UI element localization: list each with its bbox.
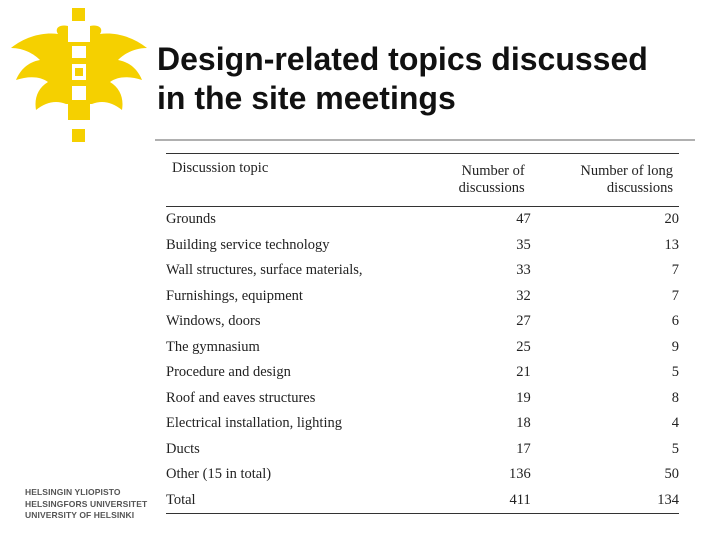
row-topic: Roof and eaves structures — [166, 389, 316, 406]
row-topic: Ducts — [166, 440, 200, 457]
row-num: 25 — [516, 338, 531, 355]
row-long: 9 — [671, 338, 679, 355]
row-num: 33 — [516, 262, 531, 279]
header-long-line2: discussions — [606, 180, 673, 196]
header-num-line1: Number of — [461, 163, 525, 179]
row-long: 4 — [671, 415, 679, 432]
table-row — [166, 335, 679, 361]
slide-title-line2: in the site meetings — [157, 80, 456, 116]
row-num: 17 — [516, 440, 531, 457]
header-long-line1: Number of long — [580, 163, 673, 179]
row-long: 5 — [671, 440, 679, 457]
row-long: 7 — [671, 262, 679, 279]
row-topic: Furnishings, equipment — [166, 287, 303, 304]
row-num: 19 — [516, 389, 531, 406]
discussion-topics-table-container — [166, 153, 679, 514]
table-row — [166, 462, 679, 488]
table-row — [166, 233, 679, 259]
university-name-english: UNIVERSITY OF HELSINKI — [25, 510, 135, 520]
row-num: 35 — [516, 236, 531, 253]
row-num: 411 — [509, 491, 531, 508]
row-topic: Procedure and design — [166, 364, 291, 381]
row-long: 6 — [671, 313, 679, 330]
table-header — [166, 154, 679, 207]
slide-title-line1: Design-related topics discussed — [157, 41, 648, 77]
table-row — [166, 386, 679, 412]
university-name — [25, 487, 147, 522]
row-num: 32 — [516, 287, 531, 304]
university-flame-logo-icon — [6, 6, 152, 148]
row-long: 7 — [671, 287, 679, 304]
row-topic: Electrical installation, lighting — [166, 415, 342, 432]
row-topic: Grounds — [166, 211, 216, 228]
row-topic: Total — [166, 491, 196, 508]
row-num: 136 — [508, 466, 531, 483]
discussion-topics-table — [166, 153, 679, 514]
table-row — [166, 207, 679, 233]
table-row — [166, 258, 679, 284]
row-topic: Other (15 in total) — [166, 466, 272, 483]
row-long: 13 — [664, 236, 679, 253]
table-header-row — [166, 154, 679, 207]
row-num: 47 — [516, 211, 531, 228]
table-body — [166, 207, 679, 514]
university-name-finnish: HELSINGIN YLIOPISTO — [25, 487, 121, 497]
header-number-of-discussions — [392, 154, 531, 207]
row-topic: Wall structures, surface materials, — [166, 262, 363, 279]
header-number-of-long-discussions — [531, 154, 679, 207]
table-row — [166, 360, 679, 386]
table-row — [166, 309, 679, 335]
title-divider — [155, 139, 695, 141]
row-long: 20 — [664, 211, 679, 228]
header-num-line2: discussions — [458, 180, 525, 196]
row-long: 5 — [671, 364, 679, 381]
row-num: 27 — [516, 313, 531, 330]
row-long: 134 — [657, 491, 679, 508]
table-row — [166, 284, 679, 310]
row-long: 50 — [664, 466, 679, 483]
header-discussion-topic: Discussion topic — [172, 160, 269, 176]
row-topic: Windows, doors — [166, 313, 261, 330]
table-row — [166, 437, 679, 463]
row-topic: Building service technology — [166, 236, 330, 253]
university-name-swedish: HELSINGFORS UNIVERSITET — [25, 498, 148, 509]
table-row-total — [166, 488, 679, 514]
row-long: 8 — [671, 389, 679, 406]
slide-title — [157, 40, 697, 118]
table-row — [166, 411, 679, 437]
row-num: 21 — [516, 364, 531, 381]
row-topic: The gymnasium — [166, 338, 260, 355]
row-num: 18 — [516, 415, 531, 432]
